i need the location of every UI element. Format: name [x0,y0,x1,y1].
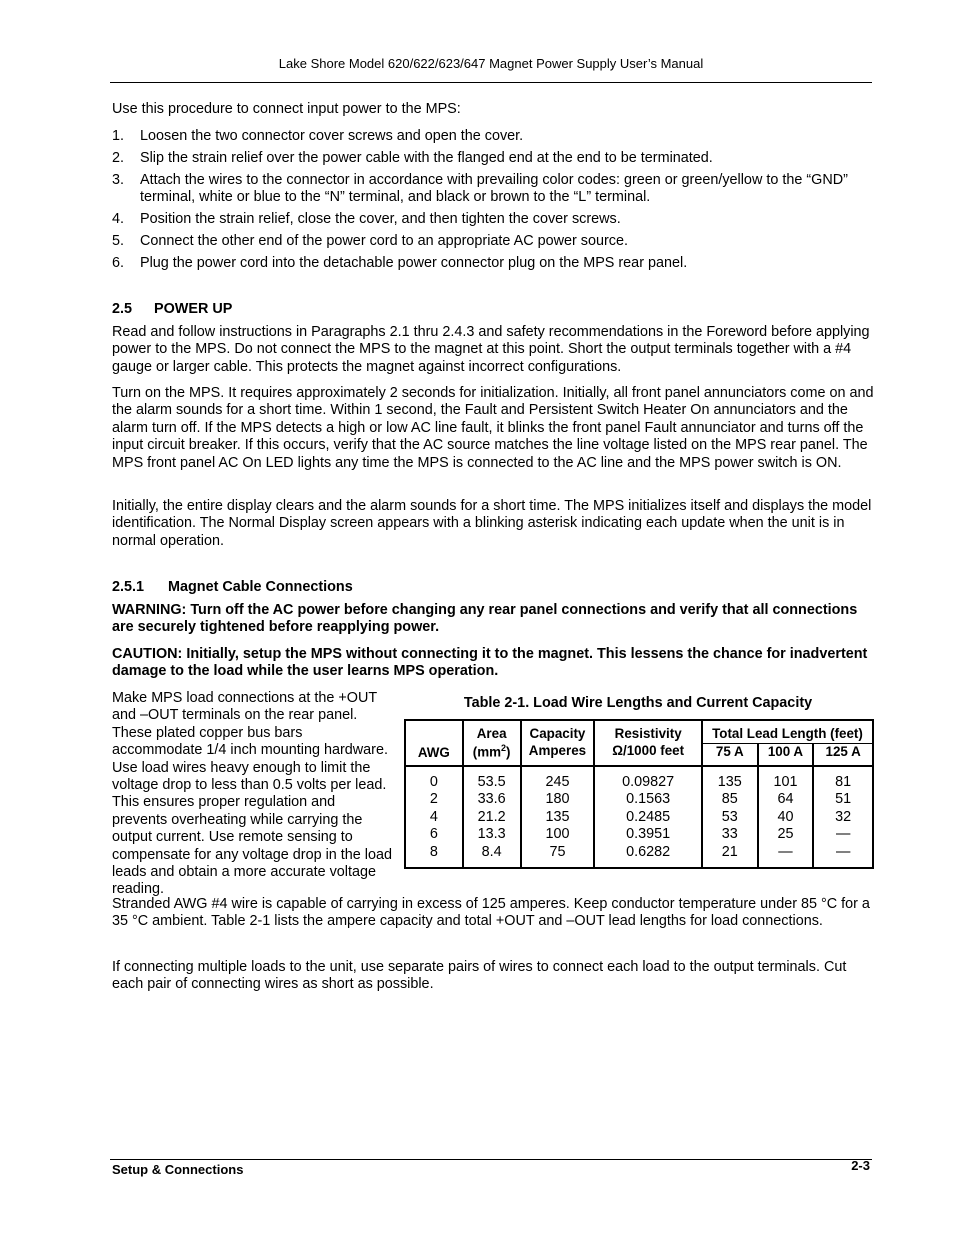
table-cell: 40 [777,808,794,825]
paragraph: Stranded AWG #4 wire is capable of carrying in excess of 125 amperes. Keep conductor temperature under 85 °C for a 35 °C ambient. Table 2-1 lists the ampere capacity and total +OUT and –OUT lead lengths for load connections. [112,896,870,930]
table-cell: 0.3951 [626,826,671,843]
load-connections-text: Make MPS load connections at the +OUT and –OUT terminals on the rear panel. These plated copper bus bars accommodate 1/4 inch mounting hardware. Use load wires heavy enough to limit the voltage drop to less than 0.5 volts per lead. This ensures proper regulation and prevents overheating while carrying the output current. Use remote sensing to compensate for any voltage drop in the load leads and obtain a more accurate voltage reading. [112,690,392,898]
paragraph: Read and follow instructions in Paragraphs 2.1 thru 2.4.3 and safety recommendations in the Foreword before applying power to the MPS. Do not connect the MPS to the magnet at this point. Short the output terminals together with a #4 gauge or larger cable. This protects the magnet against incorrect configurations. [112,324,870,375]
table-cell: 64 [777,791,794,808]
table-cell: 85 [721,791,738,808]
col-header-capacity: Capacity [521,720,595,743]
running-header: Lake Shore Model 620/622/623/647 Magnet Power Supply User’s Manual [278,56,704,71]
table-cell: — [835,826,851,843]
table-cell: 8 [429,843,438,860]
length-100a-column [758,766,814,868]
col-header-total-lead-length: Total Lead Length (feet) [702,720,873,743]
table-cell: 33.6 [477,791,506,808]
col-header-resistivity: Resistivity [594,720,702,743]
col-header-75a: 75 A [702,743,758,766]
footer-section-name: Setup & Connections [112,1162,244,1177]
list-item-text: Plug the power cord into the detachable power connector plug on the MPS rear panel. [140,255,688,271]
list-item-number: 6. [112,255,125,271]
list-item-number: 4. [112,211,125,227]
list-item-number: 1. [112,128,125,144]
table-cell: 81 [835,774,852,790]
table-cell: 21 [721,843,738,860]
table-cell: — [835,843,851,860]
table-cell: 245 [545,774,570,790]
list-item-text: Connect the other end of the power cord to an appropriate AC power source. [140,233,628,249]
col-header-125a: 125 A [813,743,873,766]
list-item-number: 5. [112,233,125,249]
table-cell: 33 [721,826,738,843]
table-cell: 53.5 [477,774,506,790]
list-item-text: Position the strain relief, close the cover, and then tighten the cover screws. [140,211,621,227]
area-column [463,766,521,868]
col-header-area-units [463,743,521,766]
length-125a-column [813,766,873,868]
area-units-open: (mm [472,744,502,760]
col-header-100a: 100 A [758,743,814,766]
table-cell: 2 [429,791,438,808]
table-cell: — [778,843,793,860]
area-units-exponent: 2 [501,743,507,753]
paragraph: If connecting multiple loads to the unit, use separate pairs of wires to connect each load to the output terminals. Cut each pair of connecting wires as short as possible. [112,959,847,993]
table-cell: 135 [545,808,570,825]
list-item-text: Loosen the two connector cover screws and open the cover. [140,128,524,144]
table-cell: 6 [429,826,438,843]
resistivity-column [594,766,702,868]
table-cell: 4 [429,808,438,825]
table-cell: 25 [777,826,794,843]
footer-rule [110,1159,872,1160]
col-header-resistivity-units: Ω/1000 feet [594,743,702,766]
table-cell: 75 [549,843,566,860]
intro-text: Use this procedure to connect input power to the MPS: [112,101,461,117]
table-cell: 0.6282 [626,843,671,860]
header-rule [110,82,872,83]
section-number: 2.5.1 [112,579,145,595]
awg-column [405,766,463,868]
table-cell: 8.4 [481,843,502,860]
table-cell: 53 [721,808,738,825]
table-cell: 51 [835,791,852,808]
col-header-area: Area [463,720,521,743]
list-item-number: 3. [112,172,125,188]
table-cell: 21.2 [477,808,506,825]
section-title: POWER UP [154,301,233,317]
table-cell: 0.2485 [626,808,671,825]
col-header-awg: AWG [405,720,463,766]
length-75a-column [702,766,758,868]
table-cell: 0.09827 [622,774,675,790]
table-cell: 32 [835,808,852,825]
warning-text: WARNING: Turn off the AC power before changing any rear panel connections and verify that all connections are securely tightened before reapplying power. [112,602,858,636]
table-cell: 0.1563 [626,791,671,808]
table-cell: 180 [545,791,570,808]
page-number: 2-3 [851,1158,870,1173]
table-cell: 101 [773,774,798,790]
table-cell: 100 [545,826,570,843]
capacity-column [521,766,595,868]
col-header-capacity-units: Amperes [521,743,595,766]
table-cell: 13.3 [477,826,506,843]
section-number: 2.5 [112,301,133,317]
table-cell: 135 [717,774,742,790]
load-wire-table [404,719,874,869]
table-caption: Table 2-1. Load Wire Lengths and Current Capacity [463,695,813,711]
area-units-close: ) [506,744,511,760]
caution-text: CAUTION: Initially, setup the MPS without connecting it to the magnet. This lessens the chance for inadvertent damage to the load while the user learns MPS operation. [112,646,868,680]
table-cell: 0 [429,774,438,790]
list-item-number: 2. [112,150,125,166]
paragraph: Initially, the entire display clears and the alarm sounds for a short time. The MPS initializes itself and displays the model identification. The Normal Display screen appears with a blinking asterisk indicating each update when the unit is in normal operation. [112,498,872,549]
list-item-text: Attach the wires to the connector in accordance with prevailing color codes: green or green/yellow to the “GND” terminal, white or blue to the “N” terminal, and black or brown to the “L” terminal. [140,172,848,206]
list-item-text: Slip the strain relief over the power cable with the flanged end at the end to be terminated. [140,150,713,166]
section-title: Magnet Cable Connections [168,579,353,595]
paragraph: Turn on the MPS. It requires approximately 2 seconds for initialization. Initially, all front panel annunciators come on and the alarm sounds for a short time. Within 1 second, the Fault and Persistent Switch Heater On annunciators and the alarm turn off. If the MPS detects a high or low AC line fault, it blinks the front panel Fault annunciator and turns off the input circuit breaker. If this occurs, verify that the AC source matches the line voltage listed on the MPS rear panel. The MPS front panel AC On LED lights any time the MPS is connected to the AC line and the MPS power switch is ON. [112,385,874,471]
